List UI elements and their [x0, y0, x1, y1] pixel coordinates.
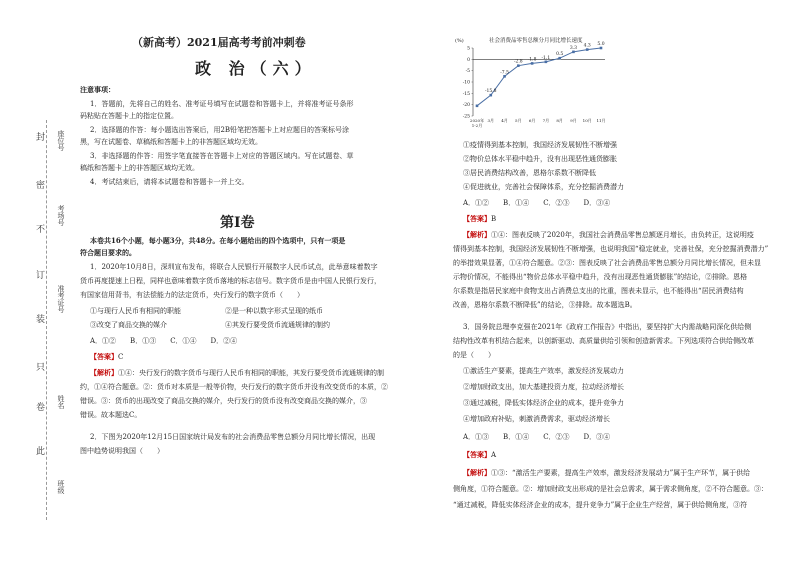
x-tick-label: 6月	[528, 118, 536, 123]
q2-analysis: 示物价情况，不能得出“物价总体水平稳中趋升，没有出现恶性通货膨胀”的结论，②排除。恩格	[453, 273, 748, 281]
data-label: -15.8	[485, 89, 497, 95]
q1-option: ②是一种以数字形式呈现的纸币	[225, 307, 323, 315]
q2-answer: 【答案】B	[463, 214, 497, 223]
seal-char: 密	[36, 181, 46, 191]
y-tick-label: -25	[462, 114, 470, 120]
notes-title: 注意事项：	[80, 85, 115, 94]
q2-stem: 2．下图为2020年12月15日国家统计局发布的社会消费品零售总额分月同比增长情况，出现	[90, 433, 376, 441]
note-line: 黑，写在试题卷、草稿纸和答题卡上的非答题区域均无效。	[80, 138, 262, 146]
data-label: 3.3	[569, 45, 578, 51]
retail-sales-chart	[453, 34, 613, 130]
binding-margin	[0, 0, 75, 562]
q2-option: ①疫情得到基本控制，我国经济发展韧性不断增强	[463, 141, 617, 149]
q1-analysis: 【解析】①④：央行发行的数字货币与现行人民币有相同的职能，其发行要受货币流通规律的制	[90, 368, 384, 377]
x-tick-label: 2020年	[469, 118, 485, 123]
y-tick-label: -10	[462, 80, 470, 86]
x-tick-label: 9月	[570, 118, 577, 123]
x-tick-label: 3月	[487, 118, 495, 123]
x-tick-label: 7月	[542, 118, 550, 123]
data-label: -1.8	[527, 57, 537, 63]
q1-analysis: 错误。故本题选C。	[80, 411, 142, 419]
x-tick-label: 5月	[515, 118, 522, 123]
y-tick-label: 5	[467, 46, 470, 52]
q3-option: ③通过减税，降低实体经济企业的成本，提升竞争力	[463, 399, 624, 407]
data-label: 4.3	[583, 43, 591, 49]
data-point	[572, 51, 575, 54]
seat-number-field[interactable]: 座位号	[57, 130, 65, 151]
q2-analysis: 改善，恩格尔系数不断降低”的结论，③排除。故本题选B。	[453, 301, 637, 309]
q2-analysis: 尔系数是指居民家庭中食物支出占消费总支出的比重，图表未显示，也不能得出“居民消费结构	[453, 287, 744, 295]
binding-dashed-line	[46, 120, 47, 520]
data-point	[517, 64, 520, 67]
q2-stem: 图中趋势说明我国（ ）	[80, 447, 164, 455]
q1-answer: 【答案】C	[90, 352, 124, 361]
name-field[interactable]: 姓名	[57, 395, 65, 409]
data-point	[586, 48, 589, 51]
q1-stem: 有国家信用背书，有法偿能力的法定货币，央行发行的数字货币（ ）	[80, 291, 304, 299]
exam-room-field[interactable]: 考场号	[57, 205, 65, 226]
data-point	[558, 57, 561, 60]
q1-analysis: 约，①④符合题意。②：货币对本质是一般等价物，央行发行的数字货币并没有改变货币的本质，②	[80, 383, 388, 391]
seal-char: 封	[36, 133, 46, 143]
section-intro: 符合题目要求的。	[80, 248, 136, 257]
seal-char: 不	[36, 225, 46, 235]
q3-option: ④增加政府补贴，刺激消费需求，驱动经济增长	[463, 415, 610, 423]
x-tick-label: 11月	[596, 118, 606, 123]
data-label: -7.5	[500, 70, 509, 76]
note-line: 4．考试结束后，请将本试题卷和答题卡一并上交。	[90, 178, 249, 186]
q1-analysis: 错误。③：货币的出现改变了商品交换的媒介，央行发行的货币没有改变商品交换的媒介，③	[80, 397, 367, 405]
q1-choices: A．①② B．①③ C．①④ D．②④	[90, 337, 238, 345]
q3-option: ①激活生产要素，提高生产效率，激发经济发展动力	[463, 367, 624, 375]
q2-option: ②物价总体水平稳中趋升，没有出现恶性通货膨胀	[463, 155, 617, 163]
note-line: 3．非选择题的作答：用签字笔直接答在答题卡上对应的答题区域内。写在试题卷、草	[90, 152, 354, 160]
q3-option: ②增加财政支出，加大基建投资力度，拉动经济增长	[463, 383, 624, 391]
x-tick-label: 1-2月	[471, 123, 483, 128]
section-title: 第Ⅰ卷	[220, 215, 255, 231]
q2-analysis: 的举措效果显著，①④符合题意。②③：图表反映了社会消费品零售总额分月同比增长情况，但未显	[453, 259, 761, 267]
exam-title: （新高考）2021届高考考前冲刺卷	[132, 36, 306, 49]
note-line: 1．答题前，先将自己的姓名、准考证号填写在试题卷和答题卡上，并将准考证号条形	[90, 100, 354, 108]
seal-char: 只	[36, 363, 46, 373]
q2-analysis: 【解析】①④：图表反映了2020年，我国社会消费品零售总额逐月增长，由负转正，这说明疫	[463, 230, 754, 239]
y-tick-label: 0	[467, 57, 470, 63]
chart-ylabel: (%)	[455, 38, 464, 44]
x-tick-label: 8月	[556, 118, 563, 123]
ticket-number-field[interactable]: 准考证号	[57, 285, 65, 313]
data-label: -2.8	[513, 59, 523, 65]
q2-option: ④促进就业，完善社会保障体系，充分挖掘消费潜力	[463, 183, 624, 191]
data-point	[489, 94, 492, 97]
q1-option: ③改变了商品交换的媒介	[90, 321, 167, 329]
seal-char: 此	[36, 447, 46, 457]
data-point	[476, 105, 479, 108]
data-point	[545, 61, 548, 64]
data-label: 5.0	[597, 42, 605, 47]
q3-analysis: 【解析】①③：“激活生产要素，提高生产效率，激发经济发展动力”属于生产环节，属于供给	[463, 468, 751, 477]
data-label: -1.1	[541, 55, 551, 61]
q3-choices: A．①③ B．①④ C．②③ D．③④	[463, 433, 611, 441]
q1-stem: 1．2020年10月8日，深圳宣布发布，将联合人民银行开展数字人民币试点，此举意味着数字	[90, 263, 378, 271]
q1-option: ①与现行人民币有相同的职能	[90, 307, 181, 315]
q2-choices: A．①② B．①④ C．②③ D．③④	[463, 199, 611, 207]
data-point	[503, 75, 506, 78]
seal-char: 订	[36, 271, 46, 281]
q3-analysis: 侧角度，①符合题意。②：增加财政支出形成的是社会总需求，属于需求侧角度，②不符合题意。③：	[453, 485, 768, 493]
data-point	[531, 62, 534, 65]
q3-analysis: “通过减税，降低实体经济企业的成本，提升竞争力”属于企业生产经营，属于供给侧角度，③符	[453, 501, 748, 509]
seal-char: 卷	[36, 403, 46, 413]
series-line	[477, 48, 601, 106]
x-tick-label: 10月	[582, 118, 592, 123]
y-tick-label: -15	[462, 91, 470, 97]
note-line: 稿纸和答题卡上的非答题区域均无效。	[80, 164, 199, 172]
data-label: 0.5	[556, 52, 564, 58]
y-tick-label: -5	[465, 69, 470, 75]
x-tick-label: 4月	[501, 118, 508, 123]
seal-char: 装	[36, 315, 46, 325]
q3-stem: 3．国务院总理李克强在2021年《政府工作报告》中指出，要坚持扩大内需战略同深化供给侧	[463, 323, 752, 331]
subject-title: 政 治（六）	[195, 59, 317, 78]
q2-option: ③居民消费结构改善，恩格尔系数不断降低	[463, 169, 596, 177]
note-line: 2．选择题的作答：每小题选出答案后，用2B铅笔把答题卡上对应题目的答案标号涂	[90, 126, 350, 134]
y-tick-label: -20	[462, 103, 470, 109]
class-field[interactable]: 班级	[57, 480, 65, 494]
q1-option: ④其发行要受货币流通规律的制约	[225, 321, 330, 329]
q3-stem: 结构性改革有机结合起来，以创新驱动、高质量供给引领和创造新需求。下列选项符合供给侧改革	[453, 337, 754, 345]
note-line: 码粘贴在答题卡上的指定位置。	[80, 112, 178, 120]
chart-title: 社会消费品零售总额分月同比增长速度	[489, 38, 583, 44]
q1-stem: 货币再度提速上日程，同样也意味着数字货币落地的标志信号。数字货币是由中国人民银行发行，	[80, 277, 381, 285]
q3-answer: 【答案】A	[463, 450, 497, 459]
q2-analysis: 情得到基本控制，我国经济发展韧性不断增强，也说明我国“稳定就业，完善社保，充分挖掘消费潜力”	[453, 245, 769, 253]
q3-stem: 的是（ ）	[453, 351, 495, 359]
data-point	[600, 47, 603, 50]
section-intro: 本卷共16个小题，每小题3分，共48分。在每小题给出的四个选项中，只有一项是	[90, 236, 346, 245]
